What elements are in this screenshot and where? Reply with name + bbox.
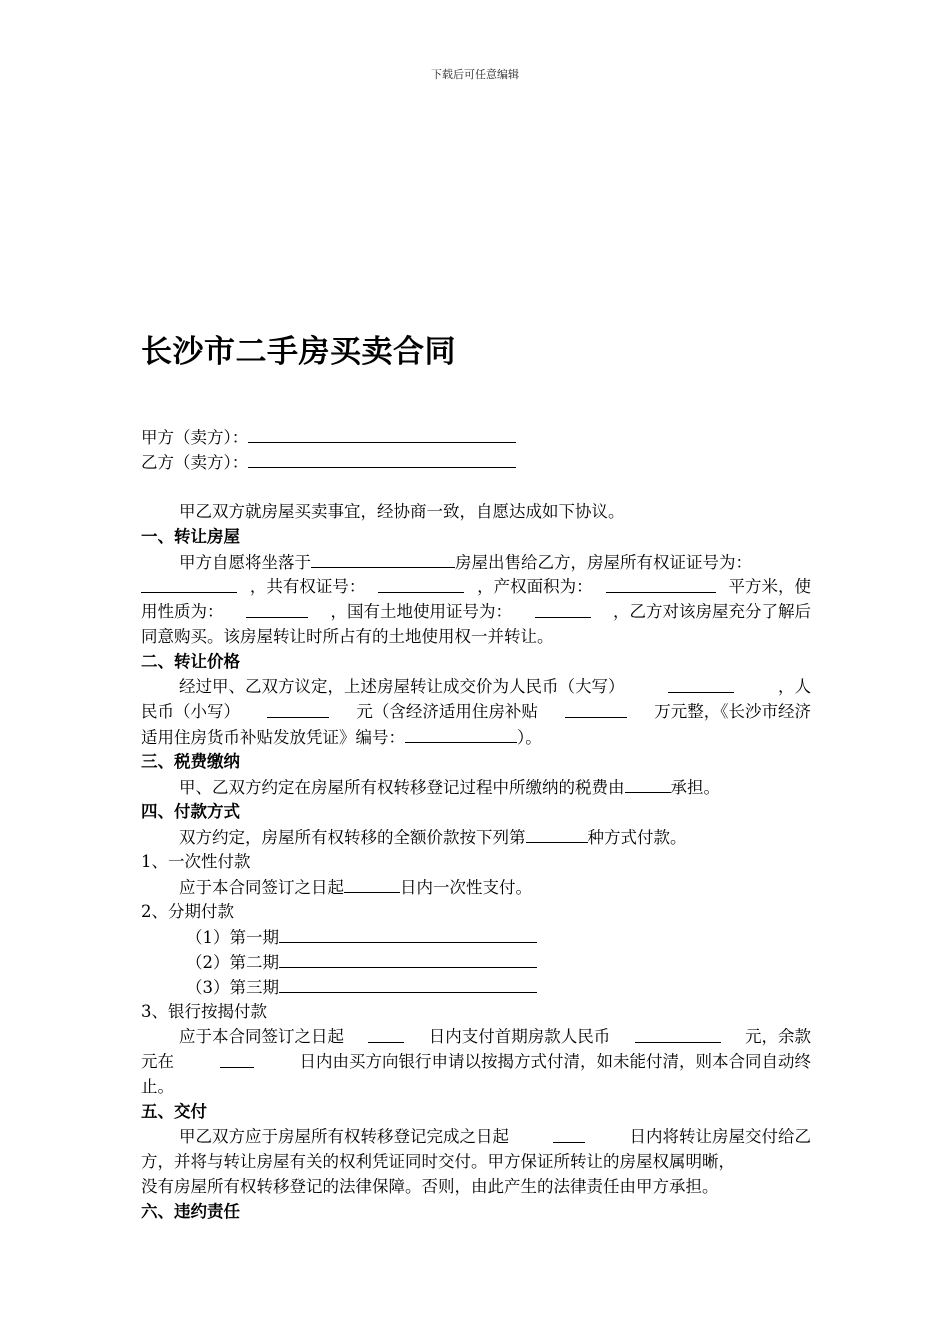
tax-payer-blank [625,774,671,793]
text-fragment: 房屋出售给乙方，房屋所有权证证号为： [455,553,752,572]
party-a-line [141,424,811,450]
price-capital-blank [668,674,734,693]
section-1-line-4: 同意购买。该房屋转让时所占有的土地使用权一并转让。 [141,627,554,646]
text-fragment: （1）第一期 [186,928,279,947]
section-6-heading: 六、违约责任 [141,1202,240,1221]
option-1-label: 1、一次性付款 [141,852,251,871]
text-fragment: 日内支付首期房款人民币 [428,1027,611,1046]
text-fragment: 日内由买方向银行申请以按揭方式付清，如未能付清，则本合同自动终 [299,1052,811,1071]
section-2-line-2 [141,699,811,724]
text-fragment: ，国有土地使用证号为： [330,602,512,621]
section-1-line-2 [141,574,811,599]
text-fragment: 元在 [141,1052,174,1071]
usage-blank [246,599,308,618]
section-1-heading: 一、转让房屋 [141,527,240,546]
text-fragment: 元，余款 [745,1027,811,1046]
certificate-number-blank [141,574,237,593]
installment-3-blank [279,974,537,993]
option-2-label: 2、分期付款 [141,902,234,921]
text-fragment: 万元整，《长沙市经济 [654,702,811,721]
section-1-line-3 [141,599,811,624]
section-5-line-3: 没有房屋所有权转移登记的法律保障。否则，由此产生的法律责任由甲方承担。 [141,1177,719,1196]
text-fragment: 适用住房货币补贴发放凭证》编号： [141,728,405,747]
section-3-line-1 [141,774,849,800]
text-fragment: 甲乙双方应于房屋所有权转移登记完成之日起 [179,1127,509,1146]
installment-2 [141,949,856,975]
text-fragment: ，人 [778,677,811,696]
option-3-line-1 [141,1024,811,1049]
section-2-line-3 [141,724,811,750]
section-4-line-1 [141,824,849,850]
text-fragment: ）。 [517,728,542,747]
option-3-line-3: 止。 [141,1077,174,1096]
section-3-heading: 三、税费缴纳 [141,752,240,771]
text-fragment: 应于本合同签订之日起 [179,1027,344,1046]
lump-sum-days-blank [344,874,400,893]
text-fragment: 种方式付款。 [587,828,687,847]
text-fragment: 甲、乙双方约定在房屋所有权转移登记过程中所缴纳的税费由 [179,778,625,797]
text-fragment: 应于本合同签订之日起 [179,878,344,897]
section-4-heading: 四、付款方式 [141,802,240,821]
voucher-number-blank [405,724,517,743]
party-b-line [141,449,811,475]
party-a-label: 甲方（卖方）： [141,428,249,447]
party-b-label: 乙方（卖方）： [141,453,249,472]
down-payment-amount-blank [635,1024,721,1043]
location-blank [311,549,455,568]
intro-paragraph: 甲乙双方就房屋买卖事宜，经协商一致，自愿达成如下协议。 [179,502,625,521]
text-fragment: 甲方自愿将坐落于 [179,553,311,572]
text-fragment: 用性质为： [141,602,224,621]
installment-1-blank [279,924,537,943]
text-fragment: ，乙方对该房屋充分了解后 [613,602,811,621]
option-1-detail [141,874,849,900]
installment-2-blank [279,949,537,968]
delivery-days-blank [553,1124,585,1143]
installment-1 [141,924,856,950]
option-3-label: 3、银行按揭付款 [141,1002,267,1021]
mortgage-days-blank [220,1049,254,1068]
section-2-heading: 二、转让价格 [141,652,240,671]
section-5-heading: 五、交付 [141,1102,207,1121]
down-payment-days-blank [368,1024,404,1043]
section-5-line-2: 方，并将与转让房屋有关的权利凭证同时交付。甲方保证所转让的房屋权属明晰， [141,1152,735,1171]
co-ownership-number-blank [378,574,464,593]
option-3-line-2 [141,1049,811,1074]
text-fragment: 日内一次性支付。 [400,878,532,897]
page-header: 下载后可任意编辑 [431,68,519,81]
payment-method-blank [526,824,588,843]
text-fragment: 双方约定，房屋所有权转移的全额价款按下列第 [179,828,526,847]
text-fragment: 民币（小写） [141,702,240,721]
text-fragment: 经过甲、乙双方议定，上述房屋转让成交价为人民币（大写） [179,677,625,696]
text-fragment: ，产权面积为： [477,577,593,596]
party-b-blank [248,449,516,468]
section-2-line-1 [141,674,811,699]
text-fragment: 承担。 [670,778,720,797]
party-a-blank [248,424,516,443]
section-5-line-1 [141,1124,811,1149]
document-title: 长沙市二手房买卖合同 [141,334,456,370]
section-1-line-1 [141,549,849,575]
subsidy-blank [565,699,627,718]
text-fragment: （3）第三期 [186,978,279,997]
text-fragment: 平方米，使 [728,577,811,596]
text-fragment: 日内将转让房屋交付给乙 [629,1127,811,1146]
installment-3 [141,974,856,1000]
text-fragment: （2）第二期 [186,953,279,972]
land-certificate-blank [535,599,591,618]
area-blank [606,574,716,593]
text-fragment: ，共有权证号： [249,577,366,596]
text-fragment: 元（含经济适用住房补贴 [356,702,538,721]
price-figure-blank [267,699,329,718]
